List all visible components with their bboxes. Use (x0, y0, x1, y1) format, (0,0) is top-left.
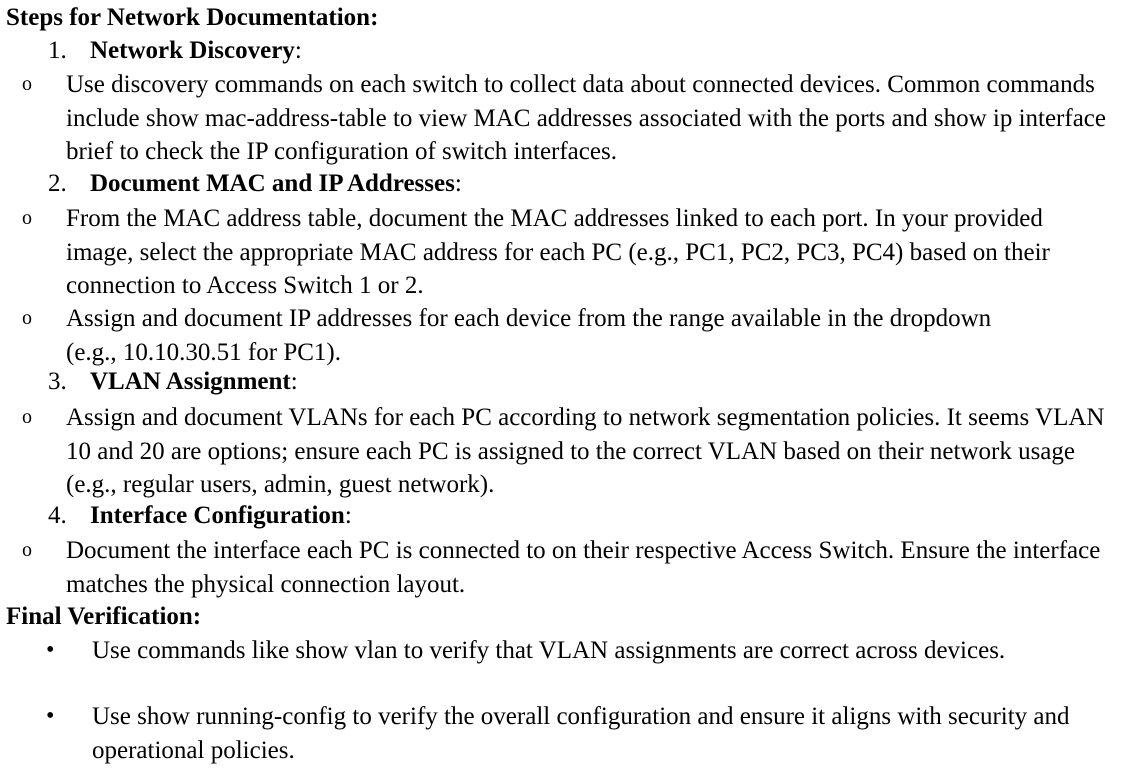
list-item (0, 634, 1125, 701)
step-2-heading: 2. Document MAC and IP Addresses: (48, 170, 462, 197)
step-1-heading: 1. Network Discovery: (48, 37, 302, 64)
list-item (0, 401, 1125, 502)
list-item (0, 700, 1125, 767)
list-item (0, 68, 1125, 169)
sub-bullet-marker: o (22, 207, 32, 229)
sub-bullet-marker: o (22, 73, 32, 95)
list-item (0, 302, 1125, 369)
step-3-heading: 3. VLAN Assignment: (48, 368, 298, 395)
sub-bullet-marker: o (22, 406, 32, 428)
sub-bullet-marker: o (22, 539, 32, 561)
list-item-text: Use commands like show vlan to verify that VLAN assignments are correct across devices. (92, 637, 1006, 664)
step-title: Document MAC and IP Addresses (90, 170, 455, 197)
list-item-text: Use discovery commands on each switch to collect data about connected devices. Common commands include show mac-address-table to view MAC addresses associated with the ports and show ip interface brief to check the IP configuration of switch interfaces. (66, 71, 1106, 165)
step-number: 2. (48, 170, 67, 197)
step-title: Network Discovery (90, 37, 295, 64)
list-item-text: From the MAC address table, document the MAC addresses linked to each port. In your provided image, select the appropriate MAC address for each PC (e.g., PC1, PC2, PC3, PC4) based on their connection to Access Switch 1 or 2. (66, 205, 1050, 299)
list-item (0, 202, 1125, 303)
list-item-text: Assign and document IP addresses for each device from the range available in the dropdown (e.g., 10.10.30.51 for PC1). (66, 305, 992, 366)
list-item-text: Use show running-config to verify the overall configuration and ensure it aligns with security and operational policies. (92, 703, 1070, 764)
step-number: 1. (48, 37, 67, 64)
list-item (0, 534, 1125, 601)
list-item-text: Assign and document VLANs for each PC according to network segmentation policies. It seems VLAN 10 and 20 are options; ensure each PC is assigned to the correct VLAN based on their network usage (e.g., regular users, admin, guest network). (66, 404, 1105, 498)
step-title: Interface Configuration (90, 502, 345, 529)
step-number: 4. (48, 502, 67, 529)
step-4-heading: 4. Interface Configuration: (48, 502, 352, 529)
bullet-marker: • (46, 637, 55, 663)
sub-bullet-marker: o (22, 307, 32, 329)
step-number: 3. (48, 368, 67, 395)
list-item-text: Document the interface each PC is connected to on their respective Access Switch. Ensure the interface matches the physical connection layout. (66, 537, 1101, 598)
step-title: VLAN Assignment (90, 368, 291, 395)
bullet-marker: • (46, 703, 55, 729)
verification-heading: Final Verification: (6, 603, 202, 630)
main-heading: Steps for Network Documentation: (6, 4, 379, 31)
